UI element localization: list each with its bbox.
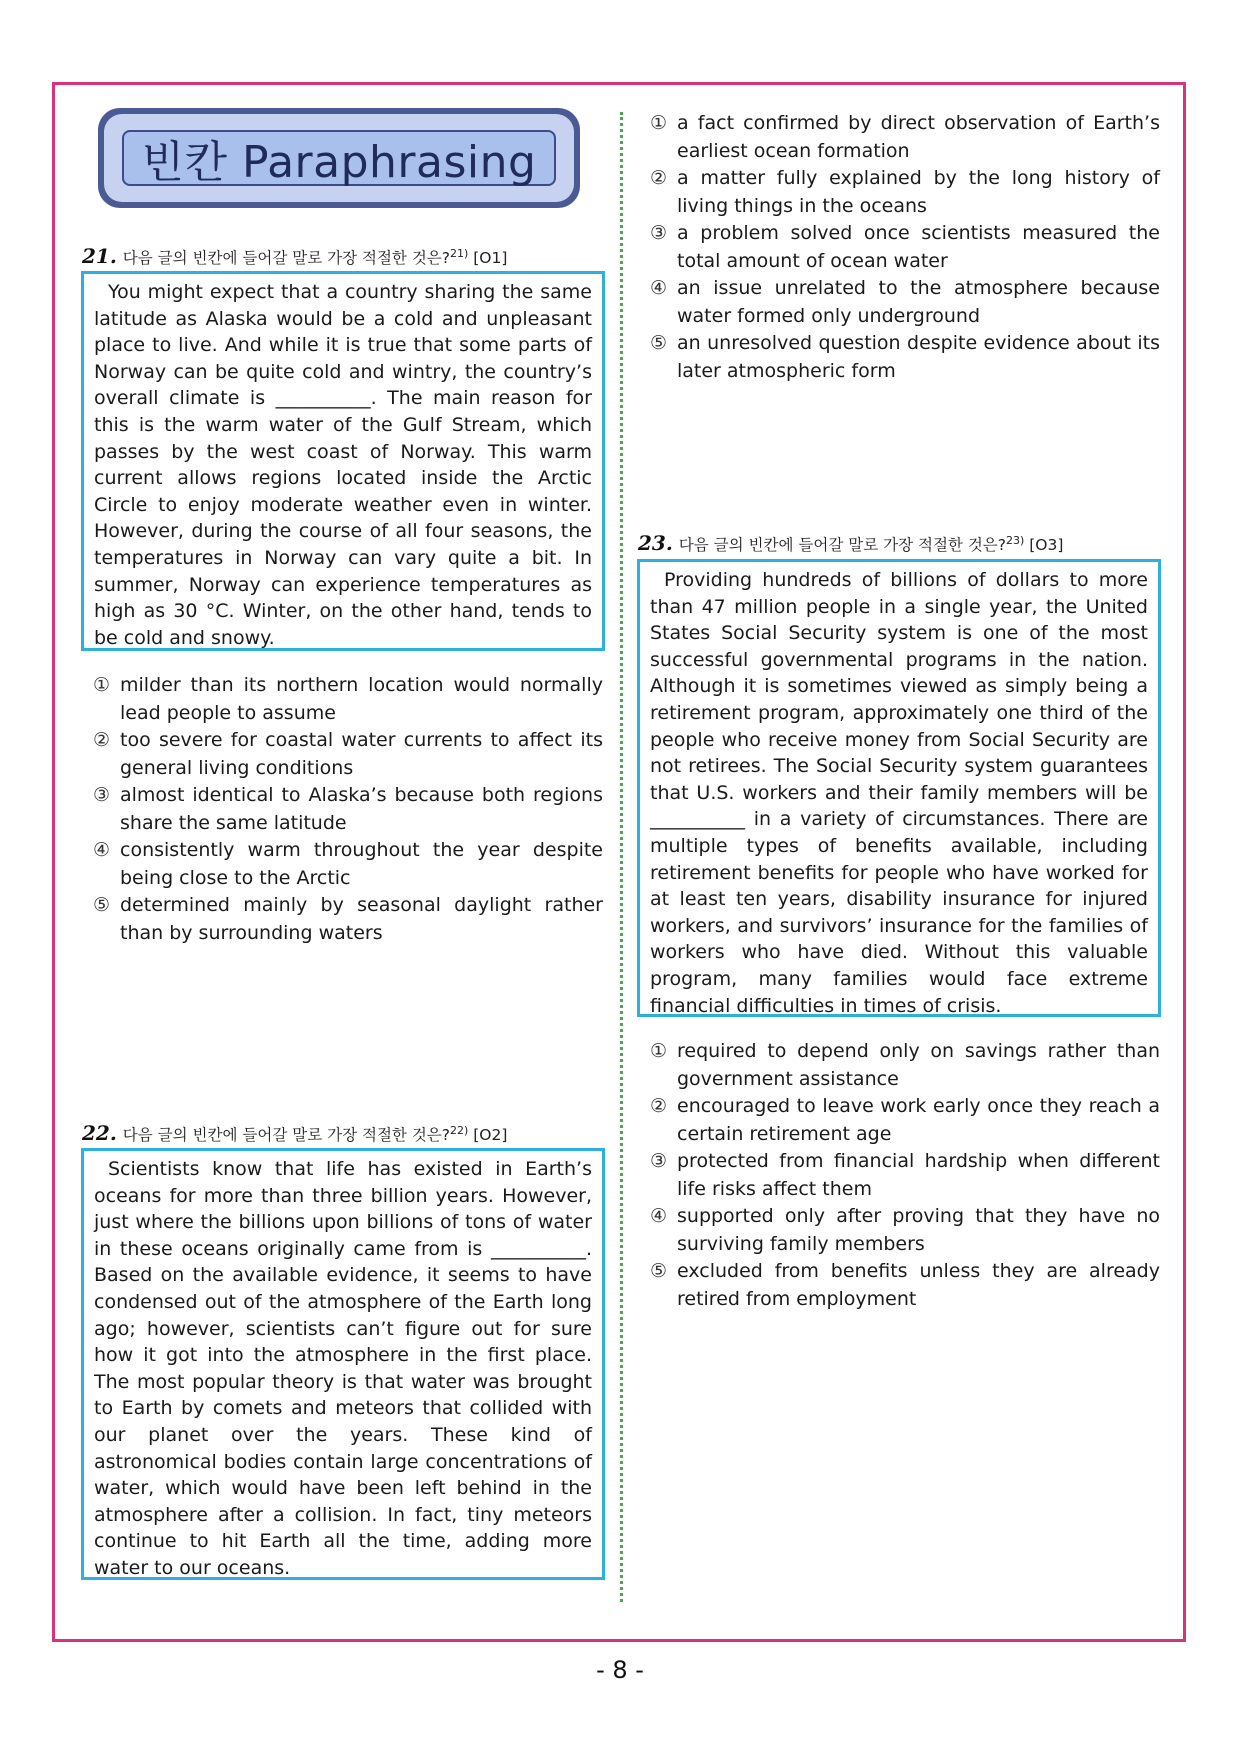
question-22-options xyxy=(650,110,1160,385)
question-22-passage: Scientists know that life has existed in Earth’s oceans for more than three billion years. However, just where the billions upon billions of tons of water in these oceans originally came from is __________. Based on the available evidence, it seems to have condensed out of the atmosphere of the Earth long ago; however, scientists can’t figure out for sure how it got into the atmosphere in the first place. The most popular theory is that water was brought to Earth by comets and meteors that collided with our planet over the years. These kind of astronomical bodies contain large concentrations of water, which would have been left behind in the atmosphere after a collision. In fact, tiny meteors continue to hit Earth all the time, adding more water to our oceans. xyxy=(81,1148,605,1580)
question-21-options xyxy=(93,672,603,947)
column-divider xyxy=(620,112,623,1602)
option[interactable]: ① required to depend only on savings rather than government assistance xyxy=(650,1040,1160,1090)
option[interactable]: ② too severe for coastal water currents to affect its general living conditions xyxy=(93,729,603,779)
option[interactable]: ④ supported only after proving that they have no surviving family members xyxy=(650,1205,1160,1255)
option[interactable]: ② a matter fully explained by the long history of living things in the oceans xyxy=(650,167,1160,217)
option[interactable]: ② encouraged to leave work early once they reach a certain retirement age xyxy=(650,1095,1160,1145)
option[interactable]: ⑤ determined mainly by seasonal daylight rather than by surrounding waters xyxy=(93,894,603,944)
option[interactable]: ③ almost identical to Alaska’s because both regions share the same latitude xyxy=(93,784,603,834)
question-23-options xyxy=(650,1038,1160,1313)
option[interactable]: ③ a problem solved once scientists measured the total amount of ocean water xyxy=(650,222,1160,272)
section-title: 빈칸 Paraphrasing xyxy=(122,130,556,186)
option[interactable]: ④ consistently warm throughout the year despite being close to the Arctic xyxy=(93,839,603,889)
page-number: - 8 - xyxy=(596,1656,644,1684)
question-23-passage: Providing hundreds of billions of dollars to more than 47 million people in a single year, the United States Social Security system is one of the most successful governmental programs in the nation. Although it is sometimes viewed as simply being a retirement program, approximately one third of the people who receive money from Social Security are not retirees. The Social Security system guarantees that U.S. workers and their family members will be __________ in a variety of circumstances. There are multiple types of benefits available, including retirement benefits for people who have worked for at least ten years, disability insurance for injured workers, and survivors’ insurance for the families of workers who have died. Without this valuable program, many families would face extreme financial difficulties in times of crisis. xyxy=(637,559,1161,1017)
option[interactable]: ⑤ an unresolved question despite evidence about its later atmospheric form xyxy=(650,332,1160,382)
option[interactable]: ① a fact confirmed by direct observation of Earth’s earliest ocean formation xyxy=(650,112,1160,162)
section-title-banner xyxy=(98,108,580,208)
option[interactable]: ⑤ excluded from benefits unless they are already retired from employment xyxy=(650,1260,1160,1310)
question-21-passage: You might expect that a country sharing the same latitude as Alaska would be a cold and unpleasant place to live. And while it is true that some parts of Norway can be quite cold and wintry, the country’s overall climate is __________. The main reason for this is the warm water of the Gulf Stream, which passes by the west coast of Norway. This warm current allows regions located inside the Arctic Circle to enjoy moderate weather even in winter. However, during the course of all four seasons, the temperatures in Norway can vary quite a bit. In summer, Norway can experience temperatures as high as 30 °C. Winter, on the other hand, tends to be cold and snowy. xyxy=(81,271,605,651)
option[interactable]: ③ protected from financial hardship when different life risks affect them xyxy=(650,1150,1160,1200)
question-23-heading: 23. 다음 글의 빈칸에 들어갈 말로 가장 적절한 것은?$^{23)}$ [O3] xyxy=(638,531,1064,555)
option[interactable]: ④ an issue unrelated to the atmosphere because water formed only underground xyxy=(650,277,1160,327)
option[interactable]: ① milder than its northern location would normally lead people to assume xyxy=(93,674,603,724)
question-22-heading: 22. 다음 글의 빈칸에 들어갈 말로 가장 적절한 것은?$^{22)}$ [O2] xyxy=(82,1121,508,1145)
question-21-heading: 21. 다음 글의 빈칸에 들어갈 말로 가장 적절한 것은?$^{21)}$ [O1] xyxy=(82,244,508,268)
